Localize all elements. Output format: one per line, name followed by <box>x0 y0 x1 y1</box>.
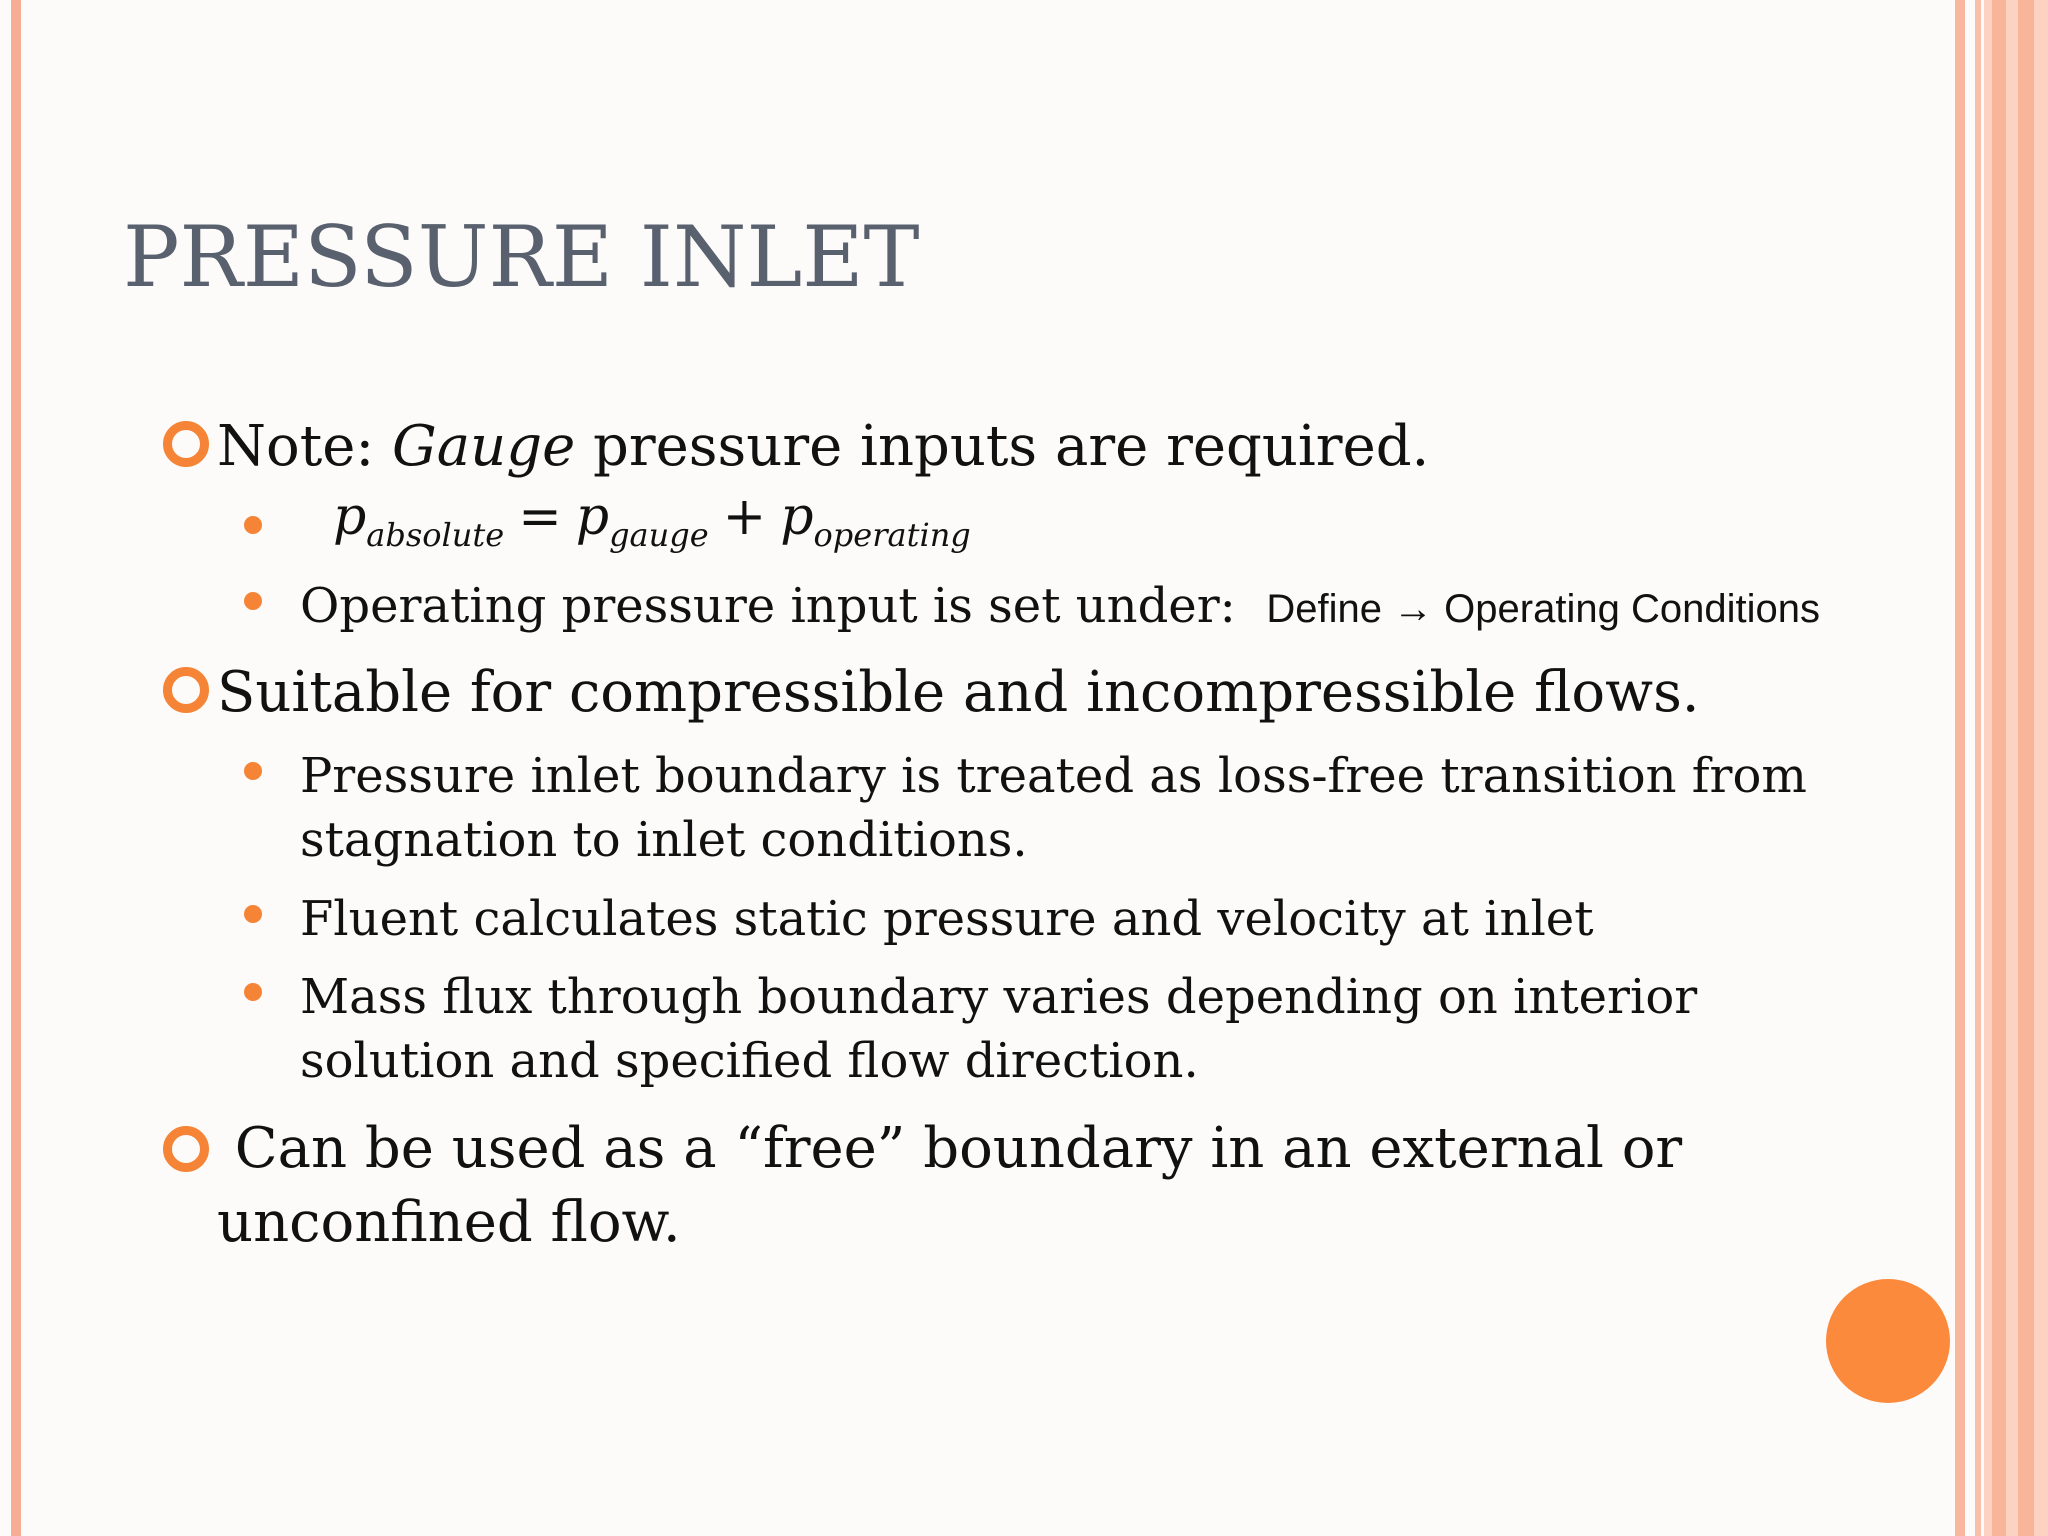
ring-bullet-icon <box>163 667 209 713</box>
bullet-note-emphasis: Gauge <box>392 414 576 479</box>
ring-bullet-icon <box>163 421 209 467</box>
slide-title: PRESSURE INLET <box>123 208 920 306</box>
bullet-suitable: Suitable for compressible and incompressible flows. <box>217 660 1700 725</box>
formula-plus: + <box>722 487 767 547</box>
right-border-stripe <box>1975 0 1981 1536</box>
dot-bullet-icon <box>244 983 262 1001</box>
bullet-line: Can be used as a “free” boundary in an external or <box>217 1116 1683 1181</box>
operating-text: Operating pressure input is set under: <box>300 578 1236 634</box>
dot-bullet-icon <box>244 905 262 923</box>
bullet-free-boundary <box>217 1112 1682 1260</box>
formula-term2-sub: operating <box>813 516 971 554</box>
dot-bullet-icon <box>244 762 262 780</box>
sub-bullet-line: Pressure inlet boundary is treated as loss-free transition from <box>300 748 1807 804</box>
orange-circle-decoration <box>1826 1279 1950 1403</box>
formula-term2-var: p <box>780 487 814 547</box>
sub-bullet-loss-free <box>300 744 1807 872</box>
formula-term1-var: p <box>575 487 610 547</box>
formula-equals: = <box>518 487 562 547</box>
bullet-note <box>217 410 1429 484</box>
sub-bullet-line: Mass flux through boundary varies depending on interior <box>300 969 1698 1025</box>
sub-bullet-line: Fluent calculates static pressure and velocity at inlet <box>300 891 1594 947</box>
bullet-line: unconfined flow. <box>217 1190 681 1255</box>
sub-bullet-mass-flux <box>300 965 1697 1093</box>
sub-bullet-line: stagnation to inlet conditions. <box>300 812 1028 868</box>
right-border-stripe <box>1992 0 2006 1536</box>
right-border-stripe <box>1955 0 1965 1536</box>
formula-lhs-var: p <box>333 487 367 547</box>
sub-bullet-fluent <box>300 887 1594 951</box>
dot-bullet-icon <box>244 516 262 534</box>
bullet-note-prefix: Note: <box>217 414 393 479</box>
left-border-stripe <box>11 0 21 1536</box>
bullet-note-suffix: pressure inputs are required. <box>575 414 1430 479</box>
formula-term1-sub: gauge <box>609 516 709 554</box>
right-border-stripe <box>2018 0 2034 1536</box>
sub-bullet-operating <box>300 574 1820 641</box>
pressure-formula <box>333 482 971 558</box>
ring-bullet-icon <box>163 1126 209 1172</box>
dot-bullet-icon <box>244 592 262 610</box>
menu-path: Define → Operating Conditions <box>1266 587 1820 631</box>
sub-bullet-line: solution and specified flow direction. <box>300 1033 1199 1089</box>
formula-lhs-sub: absolute <box>366 516 505 554</box>
